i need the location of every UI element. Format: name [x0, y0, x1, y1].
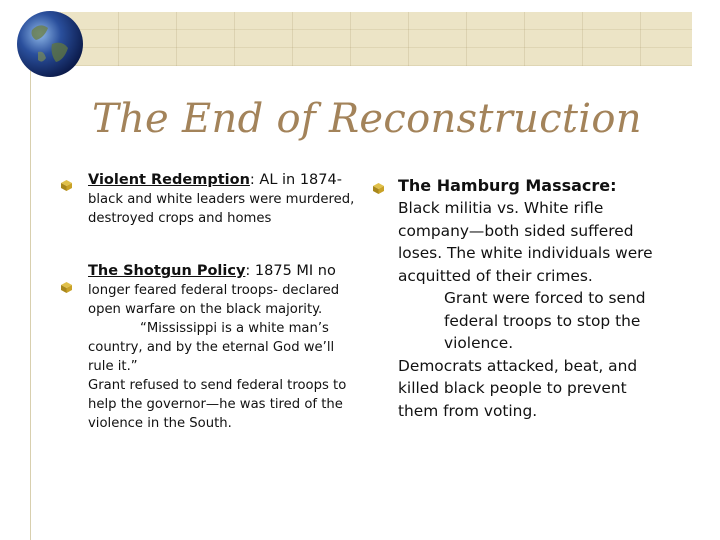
- right-column: [398, 175, 668, 422]
- item-heading: The Shotgun Policy: 1875 MI no: [88, 263, 336, 279]
- slide-title: The End of Reconstruction: [92, 96, 642, 142]
- bullet-icon: [60, 281, 73, 294]
- left-rule: [30, 64, 31, 540]
- item-heading: Violent Redemption: AL in 1874-: [88, 172, 342, 188]
- section-heading: The Hamburg Massacre:: [398, 176, 617, 195]
- paragraph: Democrats attacked, beat, and killed black people to prevent them from voting.: [398, 356, 638, 420]
- quote-text: “Mississippi is a white man’s country, and by the eternal God we’ll rule it.”: [88, 321, 335, 374]
- list-item: [88, 170, 358, 228]
- term-violent-redemption: Violent Redemption: [88, 172, 250, 188]
- item-body: longer feared federal troops- declared open warfare on the black majority.: [88, 283, 340, 317]
- list-item: [88, 261, 358, 433]
- left-column: [88, 170, 358, 433]
- paragraph: Black militia vs. White rifle company—both sided suffered loses. The white individuals were acquitted of their crimes.: [398, 199, 653, 285]
- item-body: Grant refused to send federal troops to help the governor—he was tired of the violence in the South.: [88, 378, 347, 431]
- globe-icon: [14, 8, 86, 80]
- bullet-icon: [60, 179, 73, 192]
- paragraph-indented: Grant were forced to send federal troops to stop the violence.: [444, 289, 646, 352]
- header-banner: [60, 12, 692, 66]
- item-body: black and white leaders were murdered, destroyed crops and homes: [88, 192, 355, 226]
- term-shotgun-policy: The Shotgun Policy: [88, 263, 246, 279]
- bullet-icon: [372, 182, 385, 195]
